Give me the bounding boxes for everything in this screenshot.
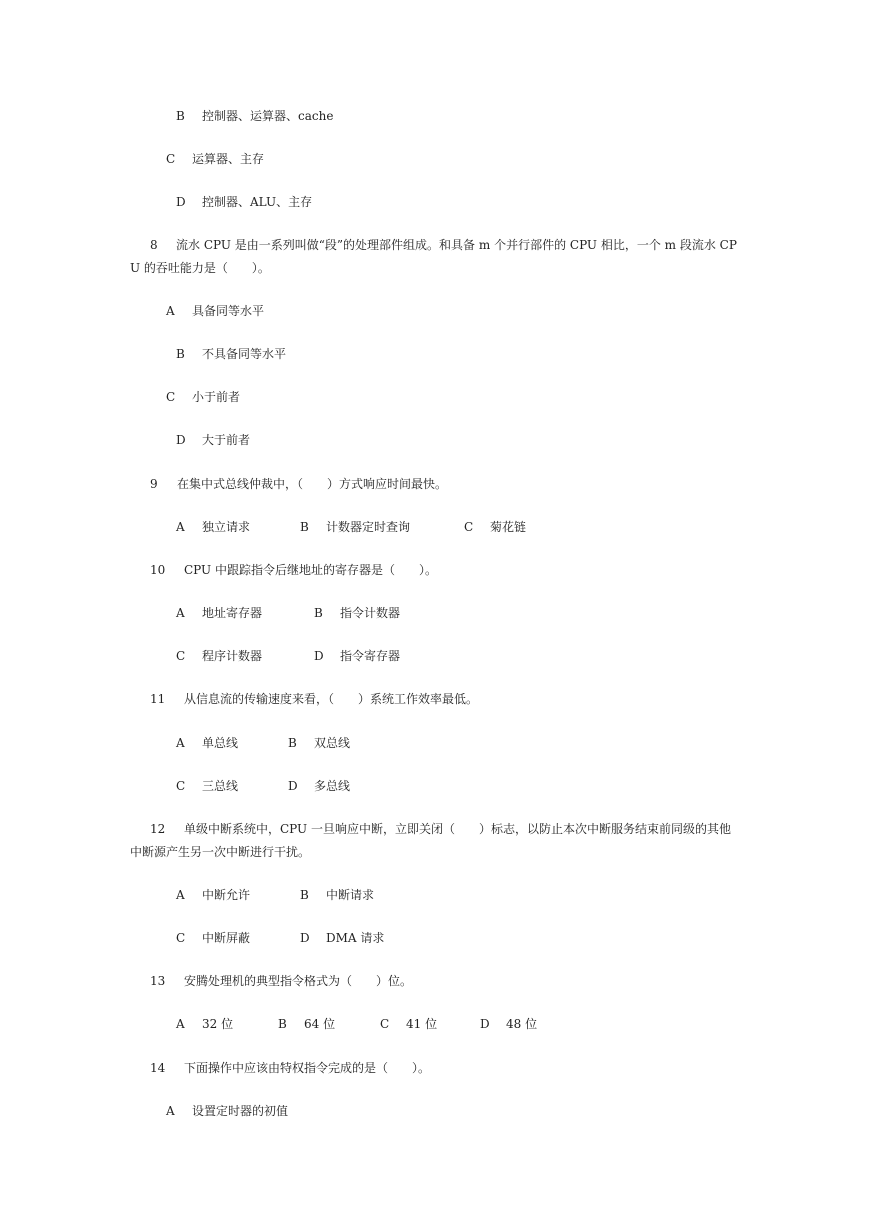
option-letter: A [176, 606, 185, 620]
option-text: 64 位 [304, 1017, 336, 1031]
options-11-ab [176, 735, 350, 751]
option-letter: A [176, 1017, 185, 1031]
option-letter: D [288, 779, 298, 793]
option-letter: C [166, 390, 176, 404]
option-8-d [176, 432, 250, 448]
option-letter: A [176, 520, 185, 534]
question-number: 12 [150, 822, 166, 836]
option-text: 控制器、运算器、cache [202, 109, 334, 123]
option-text: DMA 请求 [326, 931, 385, 945]
option-letter: B [288, 736, 297, 750]
option-text: 控制器、ALU、主存 [202, 195, 313, 209]
options-9 [176, 519, 526, 535]
options-13 [176, 1016, 537, 1032]
option-8-c [166, 389, 240, 405]
question-number: 9 [150, 477, 158, 491]
option-letter: D [480, 1017, 490, 1031]
option-letter: B [314, 606, 323, 620]
option-text: 多总线 [314, 779, 351, 793]
option-text: 程序计数器 [202, 649, 263, 663]
option-text: 运算器、主存 [192, 152, 265, 166]
option-letter: B [176, 347, 185, 361]
question-text: 在集中式总线仲裁中，（ ）方式响应时间最快。 [177, 477, 448, 491]
option-letter: C [464, 520, 474, 534]
question-number: 13 [150, 974, 166, 988]
option-letter: D [176, 433, 186, 447]
option-text: 单总线 [202, 736, 239, 750]
option-text: 双总线 [314, 736, 351, 750]
options-10-ab [176, 605, 400, 621]
option-7-d [176, 194, 312, 210]
question-number: 11 [150, 692, 166, 706]
option-letter: D [300, 931, 310, 945]
options-12-ab [176, 887, 374, 903]
option-text: 中断允许 [202, 888, 251, 902]
options-11-cd [176, 778, 350, 794]
option-text: 设置定时器的初值 [192, 1104, 289, 1118]
option-letter: C [380, 1017, 390, 1031]
option-letter: B [300, 520, 309, 534]
question-8-text: 流水 CPU 是由一系列叫做“段”的处理部件组成。和具备 m 个并行部件的 CPU 相比，一个 m 段流水 CPU 的吞吐能力是（ ）。 [130, 238, 737, 275]
option-letter: B [176, 109, 185, 123]
question-text: 从信息流的传输速度来看，（ ）系统工作效率最低。 [184, 692, 479, 706]
option-letter: C [176, 649, 186, 663]
option-letter: D [176, 195, 186, 209]
option-7-c [166, 151, 264, 167]
option-8-a [166, 303, 264, 319]
question-text: CPU 中跟踪指令后继地址的寄存器是（ ）。 [184, 563, 437, 577]
option-letter: B [278, 1017, 287, 1031]
option-8-b [176, 346, 286, 362]
option-text: 中断屏蔽 [202, 931, 251, 945]
option-text: 不具备同等水平 [202, 347, 287, 361]
option-letter: C [166, 152, 176, 166]
question-text: 安腾处理机的典型指令格式为（ ）位。 [184, 974, 413, 988]
question-number: 10 [150, 563, 166, 577]
question-9 [150, 476, 447, 492]
option-letter: A [176, 888, 185, 902]
option-14-a [166, 1103, 288, 1119]
question-13 [150, 973, 412, 989]
option-text: 小于前者 [192, 390, 241, 404]
option-text: 三总线 [202, 779, 239, 793]
option-text: 独立请求 [202, 520, 251, 534]
option-text: 大于前者 [202, 433, 251, 447]
question-10 [150, 562, 437, 578]
question-14 [150, 1060, 430, 1076]
option-letter: A [166, 304, 175, 318]
option-text: 48 位 [506, 1017, 538, 1031]
option-letter: B [300, 888, 309, 902]
option-text: 中断请求 [326, 888, 375, 902]
option-text: 计数器定时查询 [326, 520, 411, 534]
option-text: 41 位 [406, 1017, 438, 1031]
options-10-cd [176, 648, 400, 664]
option-letter: C [176, 931, 186, 945]
option-text: 指令计数器 [340, 606, 401, 620]
option-text: 菊花链 [490, 520, 527, 534]
option-text: 地址寄存器 [202, 606, 263, 620]
option-7-b [176, 108, 333, 124]
option-letter: C [176, 779, 186, 793]
question-11 [150, 691, 478, 707]
option-letter: D [314, 649, 324, 663]
option-letter: A [166, 1104, 175, 1118]
question-number: 14 [150, 1061, 166, 1075]
option-text: 32 位 [202, 1017, 234, 1031]
option-text: 指令寄存器 [340, 649, 401, 663]
question-12-text: 单级中断系统中，CPU 一旦响应中断，立即关闭（ ）标志，以防止本次中断服务结束前同级的其他中断源产生另一次中断进行干扰。 [130, 822, 731, 859]
option-letter: A [176, 736, 185, 750]
question-text: 下面操作中应该由特权指令完成的是（ ）。 [184, 1061, 431, 1075]
options-12-cd [176, 930, 384, 946]
option-text: 具备同等水平 [192, 304, 265, 318]
question-number: 8 [150, 238, 158, 252]
